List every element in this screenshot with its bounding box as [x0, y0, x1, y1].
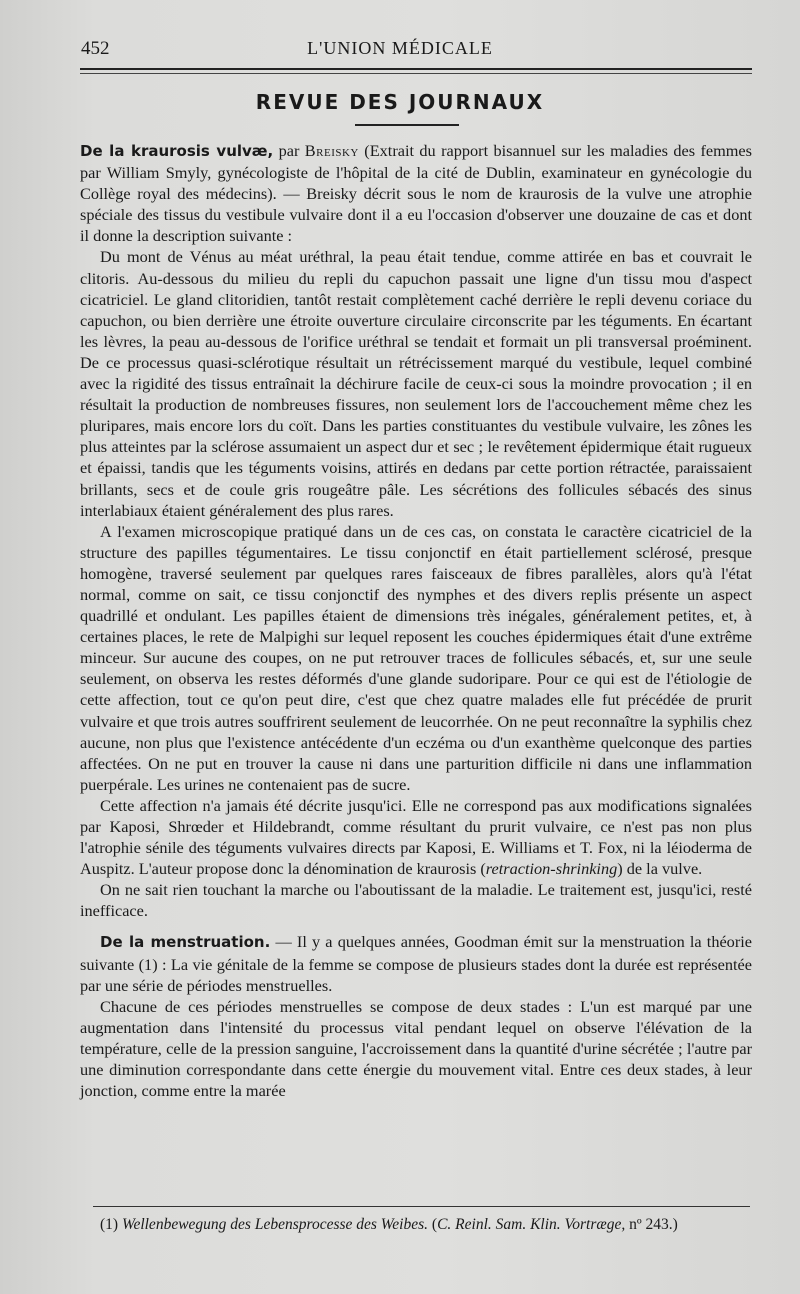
article1-author: Breisky — [304, 141, 359, 160]
article1-paragraph-1 — [80, 140, 752, 246]
header-rule-thin — [80, 73, 752, 74]
article2-paragraph-1 — [80, 931, 752, 995]
article1-p4-pre: Cette affection n'a jamais été décrite jusqu'ici. Elle ne correspond pas aux modifications signalées par Kaposi, Shrœder et Hildebrandt, comme résultant du prurit vulvaire, ce n'est pas non plus l'atrophie sénile des téguments vulvaires directs par Kaposi, E. Williams et T. Fox, ni la léioderma de Auspitz. L'auteur propose donc la dénomination de kraurosis ( — [80, 795, 752, 879]
article1-paragraph-3: A l'examen microscopique pratiqué dans un de ces cas, on constata le caractère cicatriciel de la structure des papilles tégumentaires. Le tissu conjonctif en était partiellement sclérosé, presque homogène, traversé seulement par quelques rares faisceaux de fibres parallèles, alors qu'à l'état normal, comme on sait, ce tissu conjonctif des nymphes et des divers replis présente un aspect quadrillé et ondulant. Les papilles étaient de dimensions très inégales, généralement petites, et, à certaines places, le rete de Malpighi sur lequel reposent les couches épidermiques était d'une extrême minceur. Sur aucune des coupes, on ne put retrouver traces de follicules sébacés, et, sur une seule seulement, on observa les restes déformés d'une glande sudoripare. Pour ce qui est de l'étiologie de cette affection, tout ce qu'on peut dire, c'est que chez quatre malades elle fut précédée de prurit vulvaire et que trois autres souffrirent seulement de leucorrhée. On ne peut reconnaître la syphilis chez aucune, non plus que l'existence antécédente d'un eczéma ou d'un exanthème quelconque des parties affectées. On ne put en trouver la cause ni dans une parturition difficile ni dans une inflammation puerpérale. Les urines ne contenaient pas de sucre. — [80, 521, 752, 794]
footnote-source: C. Reinl. Sam. Klin. Vortræge, — [437, 1216, 626, 1233]
body-text — [80, 140, 752, 1101]
footnote-title: Wellenbewegung des Lebensprocesse des Weibes. — [121, 1216, 429, 1233]
article1-paragraph-2: Du mont de Vénus au méat uréthral, la peau était tendue, comme attirée en bas et couvrait le clitoris. Au-dessous du milieu du repli du capuchon passait une ligne d'un tissu mou d'aspect cicatriciel. Le gland clitoridien, tantôt restait complètement caché derrière le repli devenu coriace du capuchon, ou bien derrière une étroite ouverture circulaire circonscrite par les téguments. En écartant les lèvres, la peau au-dessous de l'orifice uréthral se tendait et formait un pli transversal proéminent. De ce processus quasi-sclérotique résultait un rétrécissement marqué du vestibule, lequel combiné avec la rigidité des tissus entraînait la déchirure facile de ceux-ci sous la moindre provocation ; il en résultait la production de nombreuses fissures, non seulement lors de l'accouchement même chez les pluripares, mais encore lors du coït. Dans les parties constituantes du vestibule vulvaire, les zônes les plus atteintes par la sclérose assumaient un aspect dur et sec ; le revêtement épidermique était rugueux et épaissi, tandis que les téguments voisins, attirés en dedans par cette portion rétractée, paraissaient brillants, secs et de coule gris rougeâtre pâle. Les sécrétions des follicules sébacés des sinus interlabiaux étaient généralement des plus rares. — [80, 247, 752, 520]
footnote-mid: ( — [428, 1216, 438, 1233]
article1-p1-pre: par — [273, 141, 305, 160]
title-rule — [355, 124, 459, 126]
page-number: 452 — [81, 38, 110, 59]
footnote-rule — [93, 1206, 750, 1207]
article1-p4-post: ) de la vulve. — [617, 859, 703, 879]
header-rule — [80, 68, 752, 70]
article1-lead: De la kraurosis vulvæ, — [80, 142, 274, 160]
running-title: L'UNION MÉDICALE — [307, 38, 493, 58]
footnote — [80, 1214, 752, 1235]
article1-p4-italic: retraction-shrinking — [485, 859, 618, 879]
article2-paragraph-2: Chacune de ces périodes menstruelles se compose de deux stades : L'un est marqué par une augmentation dans l'intensité du processus vital pendant lequel on observe l'élévation de la température, celle de la pression sanguine, l'accroissement dans la quantité d'urine sécrétée ; l'autre par une diminution correspondante dans cette énergie du mouvement vital. Entre ces deux stades, à leur jonction, comme entre la marée — [80, 996, 752, 1101]
article1-paragraph-5: On ne sait rien touchant la marche ou l'aboutissant de la maladie. Le traitement est, jusqu'ici, resté inefficace. — [80, 880, 752, 921]
footnote-marker: (1) — [100, 1216, 122, 1233]
article2-lead: De la menstruation. — [100, 933, 271, 952]
article2-p1: — Il y a quelques années, Goodman émit sur la menstruation la théorie suivante (1) : La vie génitale de la femme se compose de plusieurs stades dont la durée est représentée par une série de périodes menstruelles. — [80, 932, 752, 995]
article1-paragraph-4 — [80, 795, 752, 879]
footnote-end: nº 243.) — [625, 1216, 678, 1233]
section-title: REVUE DES JOURNAUX — [255, 90, 545, 114]
article1-p1-post: (Extrait du rapport bisannuel sur les maladies des femmes par William Smyly, gynécologiste de l'hôpital de la cité de Dublin, examinateur en gynécologie du Collège royal des médecins). — Breisky décrit sous le nom de kraurosis de la vulve une atrophie spéciale des tissus du vestibule vulvaire dont il a eu l'occasion d'observer une douzaine de cas et dont il donne la description suivante : — [80, 141, 752, 246]
